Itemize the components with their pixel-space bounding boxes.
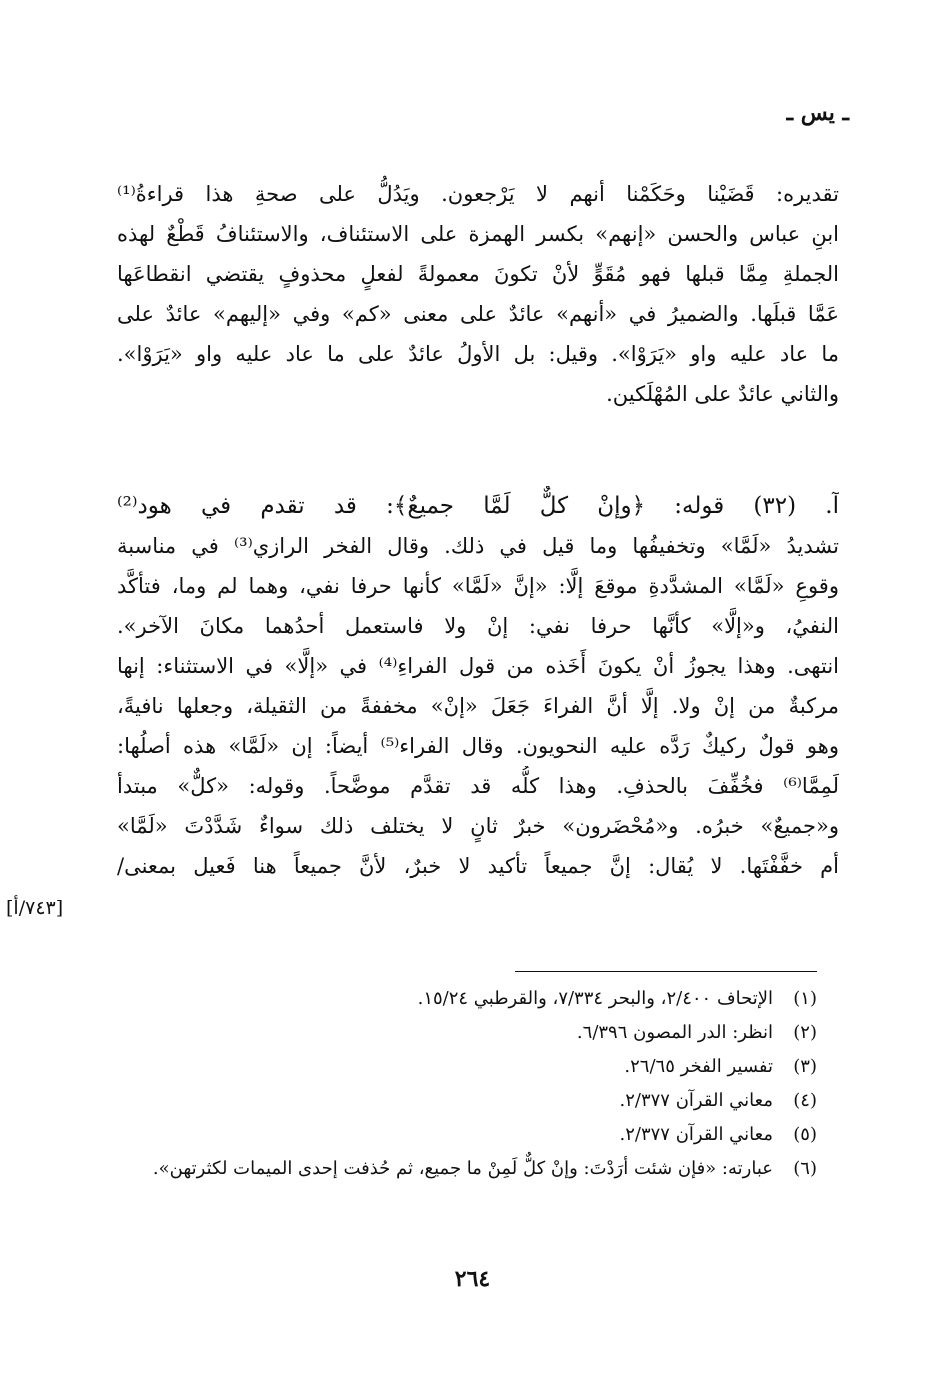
text-line: ما عاد عليه واو «يَرَوْا». وقيل: بل الأولُ عائدٌ على ما عاد عليه واو «يَرَوْا». xyxy=(117,342,839,366)
text-line: الجملةِ مِمَّا قبلها فهو مُقَوٍّ لأنْ تكونَ معمولةً لفعلٍ محذوفٍ يقتضي انقطاعَها xyxy=(117,262,839,286)
paragraph-1 xyxy=(117,174,839,414)
footnote-item xyxy=(127,982,817,1016)
footnote-text: تفسير الفخر ٢٦/٦٥. xyxy=(624,1056,773,1077)
paragraph-2 xyxy=(117,486,839,886)
text-line: أم خفَّفْتَها. لا يُقال: إنَّ جميعاً تأكيد لا خبرٌ، لأنَّ جميعاً هنا فَعيل بمعنى/ xyxy=(117,854,839,878)
text-line: تشديدُ «لَمَّا» وتخفيفُها وما قيل في ذلك. وقال الفخر الرازي⁽³⁾ في مناسبة xyxy=(117,534,839,558)
footnote-number: (٥) xyxy=(793,1124,817,1145)
footnotes xyxy=(127,982,817,1186)
text-line: عَمَّا قبلَها. والضميرُ في «أنهم» عائدٌ على معنى «كم» وفي «إليهم» عائدٌ على xyxy=(117,302,839,326)
text-line: تقديره: قَضَيْنا وحَكَمْنا أنهم لا يَرْجعون. ويَدُلُّ على صحةِ هذا قراءةُ⁽¹⁾ xyxy=(117,182,839,206)
footnote-text: معاني القرآن ٢/٣٧٧. xyxy=(619,1124,773,1145)
text-line: و«جميعٌ» خبرُه. و«مُحْضَرون» خبرٌ ثانٍ لا يختلف ذلك سواءٌ شَدَّدْتَ «لَمَّا» xyxy=(117,814,839,838)
text-line: النفيُ، و«إلَّا» كأنَّها حرفا نفي: إنْ ولا فاستعمل أحدُهما مكانَ الآخر». xyxy=(117,614,839,638)
footnote-item xyxy=(127,1118,817,1152)
footnote-number: (١) xyxy=(793,988,817,1009)
footnote-item xyxy=(127,1084,817,1118)
footnote-item xyxy=(127,1016,817,1050)
footnote-number: (٤) xyxy=(793,1090,817,1111)
text-line: ابنِ عباس والحسن «إنهم» بكسر الهمزة على الاستئناف، والاستئنافُ قَطْعٌ لهذه xyxy=(117,222,839,246)
footnote-text: الإتحاف ٢/٤٠٠، والبحر ٧/٣٣٤، والقرطبي ١٥/٢٤. xyxy=(417,988,773,1009)
text-line: مركبةٌ من إنْ ولا. إلَّا أنَّ الفراءَ جَعَلَ «إنْ» مخففةً من الثقيلة، وجعلها نافيةً، xyxy=(117,694,839,718)
text-line: لَمِمَّا⁽⁶⁾ فخُفِّفَ بالحذفِ. وهذا كلُّه قد تقدَّم موضَّحاً. وقوله: «كلٌّ» مبتدأ xyxy=(117,774,839,798)
footnote-text: انظر: الدر المصون ٦/٣٩٦. xyxy=(576,1022,773,1043)
running-header: ـ يس ـ xyxy=(786,100,849,126)
text-line: وهو قولٌ ركيكٌ رَدَّه عليه النحويون. وقال الفراء⁽⁵⁾ أيضاً: إن «لَمَّا» هذه أصلُها: xyxy=(117,734,839,758)
footnote-divider xyxy=(515,971,817,972)
text-line: انتهى. وهذا يجوزُ أنْ يكونَ أَخَذه من قول الفراءِ⁽⁴⁾ في «إلَّا» في الاستثناء: إنها xyxy=(117,654,839,678)
footnote-item xyxy=(127,1050,817,1084)
footnote-text: معاني القرآن ٢/٣٧٧. xyxy=(619,1090,773,1111)
footnote-number: (٦) xyxy=(793,1158,817,1179)
text-line: وقوعِ «لَمَّا» المشدَّدةِ موقعَ إلَّا: «إنَّ «لَمَّا» كأنها حرفا نفي، وهما لم وما، فتأكَّد xyxy=(117,574,839,598)
text-line: والثاني عائدٌ على المُهْلَكين. xyxy=(606,382,839,406)
footnote-number: (٣) xyxy=(793,1056,817,1077)
verse-heading-line: آ. (٣٢) قوله: ﴿وإنْ كلٌّ لَمَّا جميعٌ﴾: قد تقدم في هود⁽²⁾ xyxy=(117,493,839,519)
footnote-number: (٢) xyxy=(793,1022,817,1043)
page-number: ٢٦٤ xyxy=(454,1266,491,1292)
footnote-text: عبارته: «فإن شئت أرَدْتَ: وإنْ كلٌّ لَمِنْ ما جميع، ثم حُذفت إحدى الميمات لكثرتهن». xyxy=(152,1158,773,1179)
manuscript-folio-marker: [٧٤٣/أ] xyxy=(6,897,64,919)
footnote-item xyxy=(127,1152,817,1186)
